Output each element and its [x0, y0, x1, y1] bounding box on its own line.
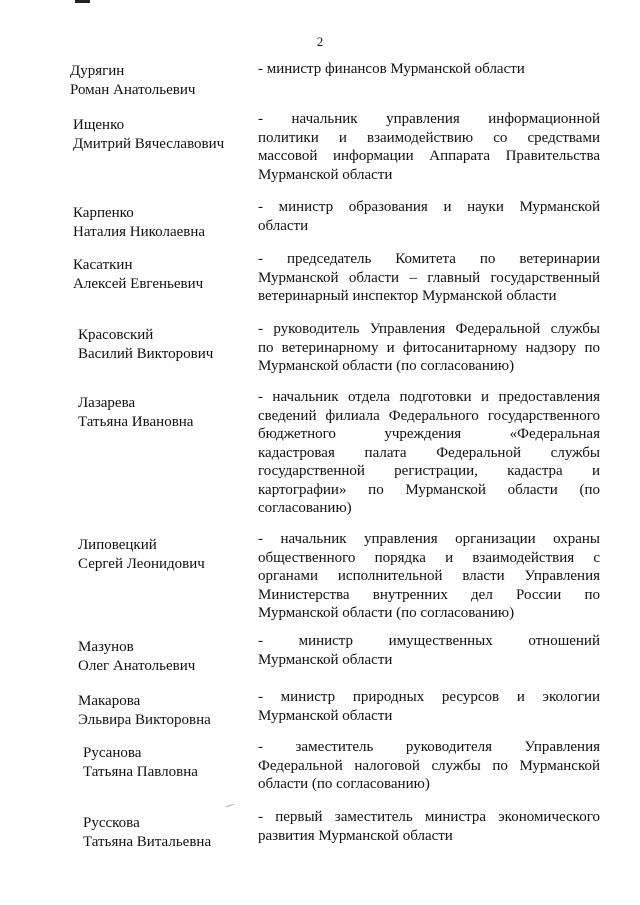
member-surname: Красовский — [78, 327, 154, 343]
member-surname: Мазунов — [78, 639, 134, 655]
position-line: - председатель Комитета по ветеринарии — [258, 251, 600, 267]
position-line: - министр финансов Мурманской области — [258, 61, 525, 77]
position-line: ветеринарный инспектор Мурманской области — [258, 288, 557, 304]
member-surname: Лазарева — [78, 395, 136, 411]
member-surname: Русанова — [83, 745, 142, 761]
position-line: - министр природных ресурсов и экологии — [258, 689, 600, 705]
member-position — [258, 110, 600, 184]
member-given-names: Василий Викторович — [78, 346, 214, 362]
member-given-names: Олег Анатольевич — [78, 658, 196, 674]
position-line: органами исполнительной власти Управления — [258, 568, 600, 584]
member-surname: Дурягин — [70, 63, 125, 79]
member-name — [73, 116, 248, 154]
member-position — [258, 388, 600, 518]
member-name — [83, 814, 258, 852]
member-position — [258, 250, 600, 306]
page-number: 2 — [316, 34, 324, 49]
position-line: массовой информации Аппарата Правительства — [258, 148, 600, 164]
position-line: общественного порядка и взаимодействия с — [258, 549, 600, 566]
position-line: Министерства внутренних дел России по — [258, 586, 600, 603]
position-line: Мурманской области — [258, 166, 393, 183]
member-name — [73, 256, 248, 294]
member-given-names: Алексей Евгеньевич — [73, 276, 204, 292]
member-surname: Липовецкий — [78, 537, 157, 553]
member-position — [258, 198, 600, 235]
member-given-names: Дмитрий Вячеславович — [73, 136, 225, 152]
member-position — [258, 60, 600, 79]
member-position — [258, 530, 600, 623]
position-line: области — [258, 217, 309, 234]
position-line: области (по согласованию) — [258, 776, 430, 792]
page-top-mark — [75, 0, 90, 3]
position-line: бюджетного учреждения «Федеральная — [258, 426, 600, 442]
member-given-names: Татьяна Ивановна — [78, 414, 194, 430]
position-line: развития Мурманской области — [258, 827, 453, 844]
member-position — [258, 688, 600, 725]
scan-artifact — [226, 804, 234, 808]
position-line: - заместитель руководителя Управления — [258, 739, 600, 755]
position-line: Мурманской области — [258, 707, 393, 724]
member-position — [258, 808, 600, 845]
position-line: согласованию) — [258, 500, 352, 516]
member-position — [258, 320, 600, 376]
position-line: - руководитель Управления Федеральной службы — [258, 321, 600, 337]
position-line: Мурманской области – главный государственный — [258, 269, 600, 286]
member-given-names: Эльвира Викторовна — [78, 712, 211, 728]
position-line: - первый заместитель министра экономического — [258, 809, 600, 825]
position-line: политики и взаимодействию со средствами — [258, 129, 600, 146]
position-line: - министр образования и науки Мурманской — [258, 199, 600, 215]
position-line: Мурманской области — [258, 651, 393, 668]
member-given-names: Наталия Николаевна — [73, 224, 206, 240]
member-given-names: Роман Анатольевич — [70, 82, 196, 98]
member-surname: Макарова — [78, 693, 141, 709]
member-name — [73, 204, 248, 242]
member-name — [70, 62, 245, 100]
position-line: кадастровая палата Федеральной службы — [258, 444, 600, 461]
member-position — [258, 632, 600, 669]
member-name — [78, 692, 253, 730]
position-line: Мурманской области (по согласованию) — [258, 605, 515, 621]
member-name — [78, 638, 253, 676]
position-line: - министр имущественных отношений — [258, 633, 600, 649]
member-given-names: Татьяна Витальевна — [83, 834, 212, 850]
member-given-names: Татьяна Павловна — [83, 764, 198, 780]
member-name — [83, 744, 258, 782]
member-position — [258, 738, 600, 794]
member-surname: Ищенко — [73, 117, 125, 133]
position-line: Федеральной налоговой службы по Мурманской — [258, 757, 600, 774]
position-line: - начальник управления организации охраны — [258, 531, 600, 547]
member-name — [78, 326, 253, 364]
member-name — [78, 394, 253, 432]
position-line: Мурманской области (по согласованию) — [258, 358, 515, 374]
member-surname: Касаткин — [73, 257, 133, 273]
member-name — [78, 536, 253, 574]
member-surname: Карпенко — [73, 205, 134, 221]
position-line: государственной регистрации, кадастра и — [258, 463, 600, 479]
position-line: - начальник отдела подготовки и предоставления — [258, 389, 600, 405]
position-line: картографии» по Мурманской области (по — [258, 481, 600, 498]
position-line: сведений филиала Федерального государственного — [258, 407, 600, 424]
position-line: по ветеринарному и фитосанитарному надзору по — [258, 339, 600, 356]
position-line: - начальник управления информационной — [258, 111, 600, 127]
member-given-names: Сергей Леонидович — [78, 556, 205, 572]
member-surname: Русскова — [83, 815, 140, 831]
